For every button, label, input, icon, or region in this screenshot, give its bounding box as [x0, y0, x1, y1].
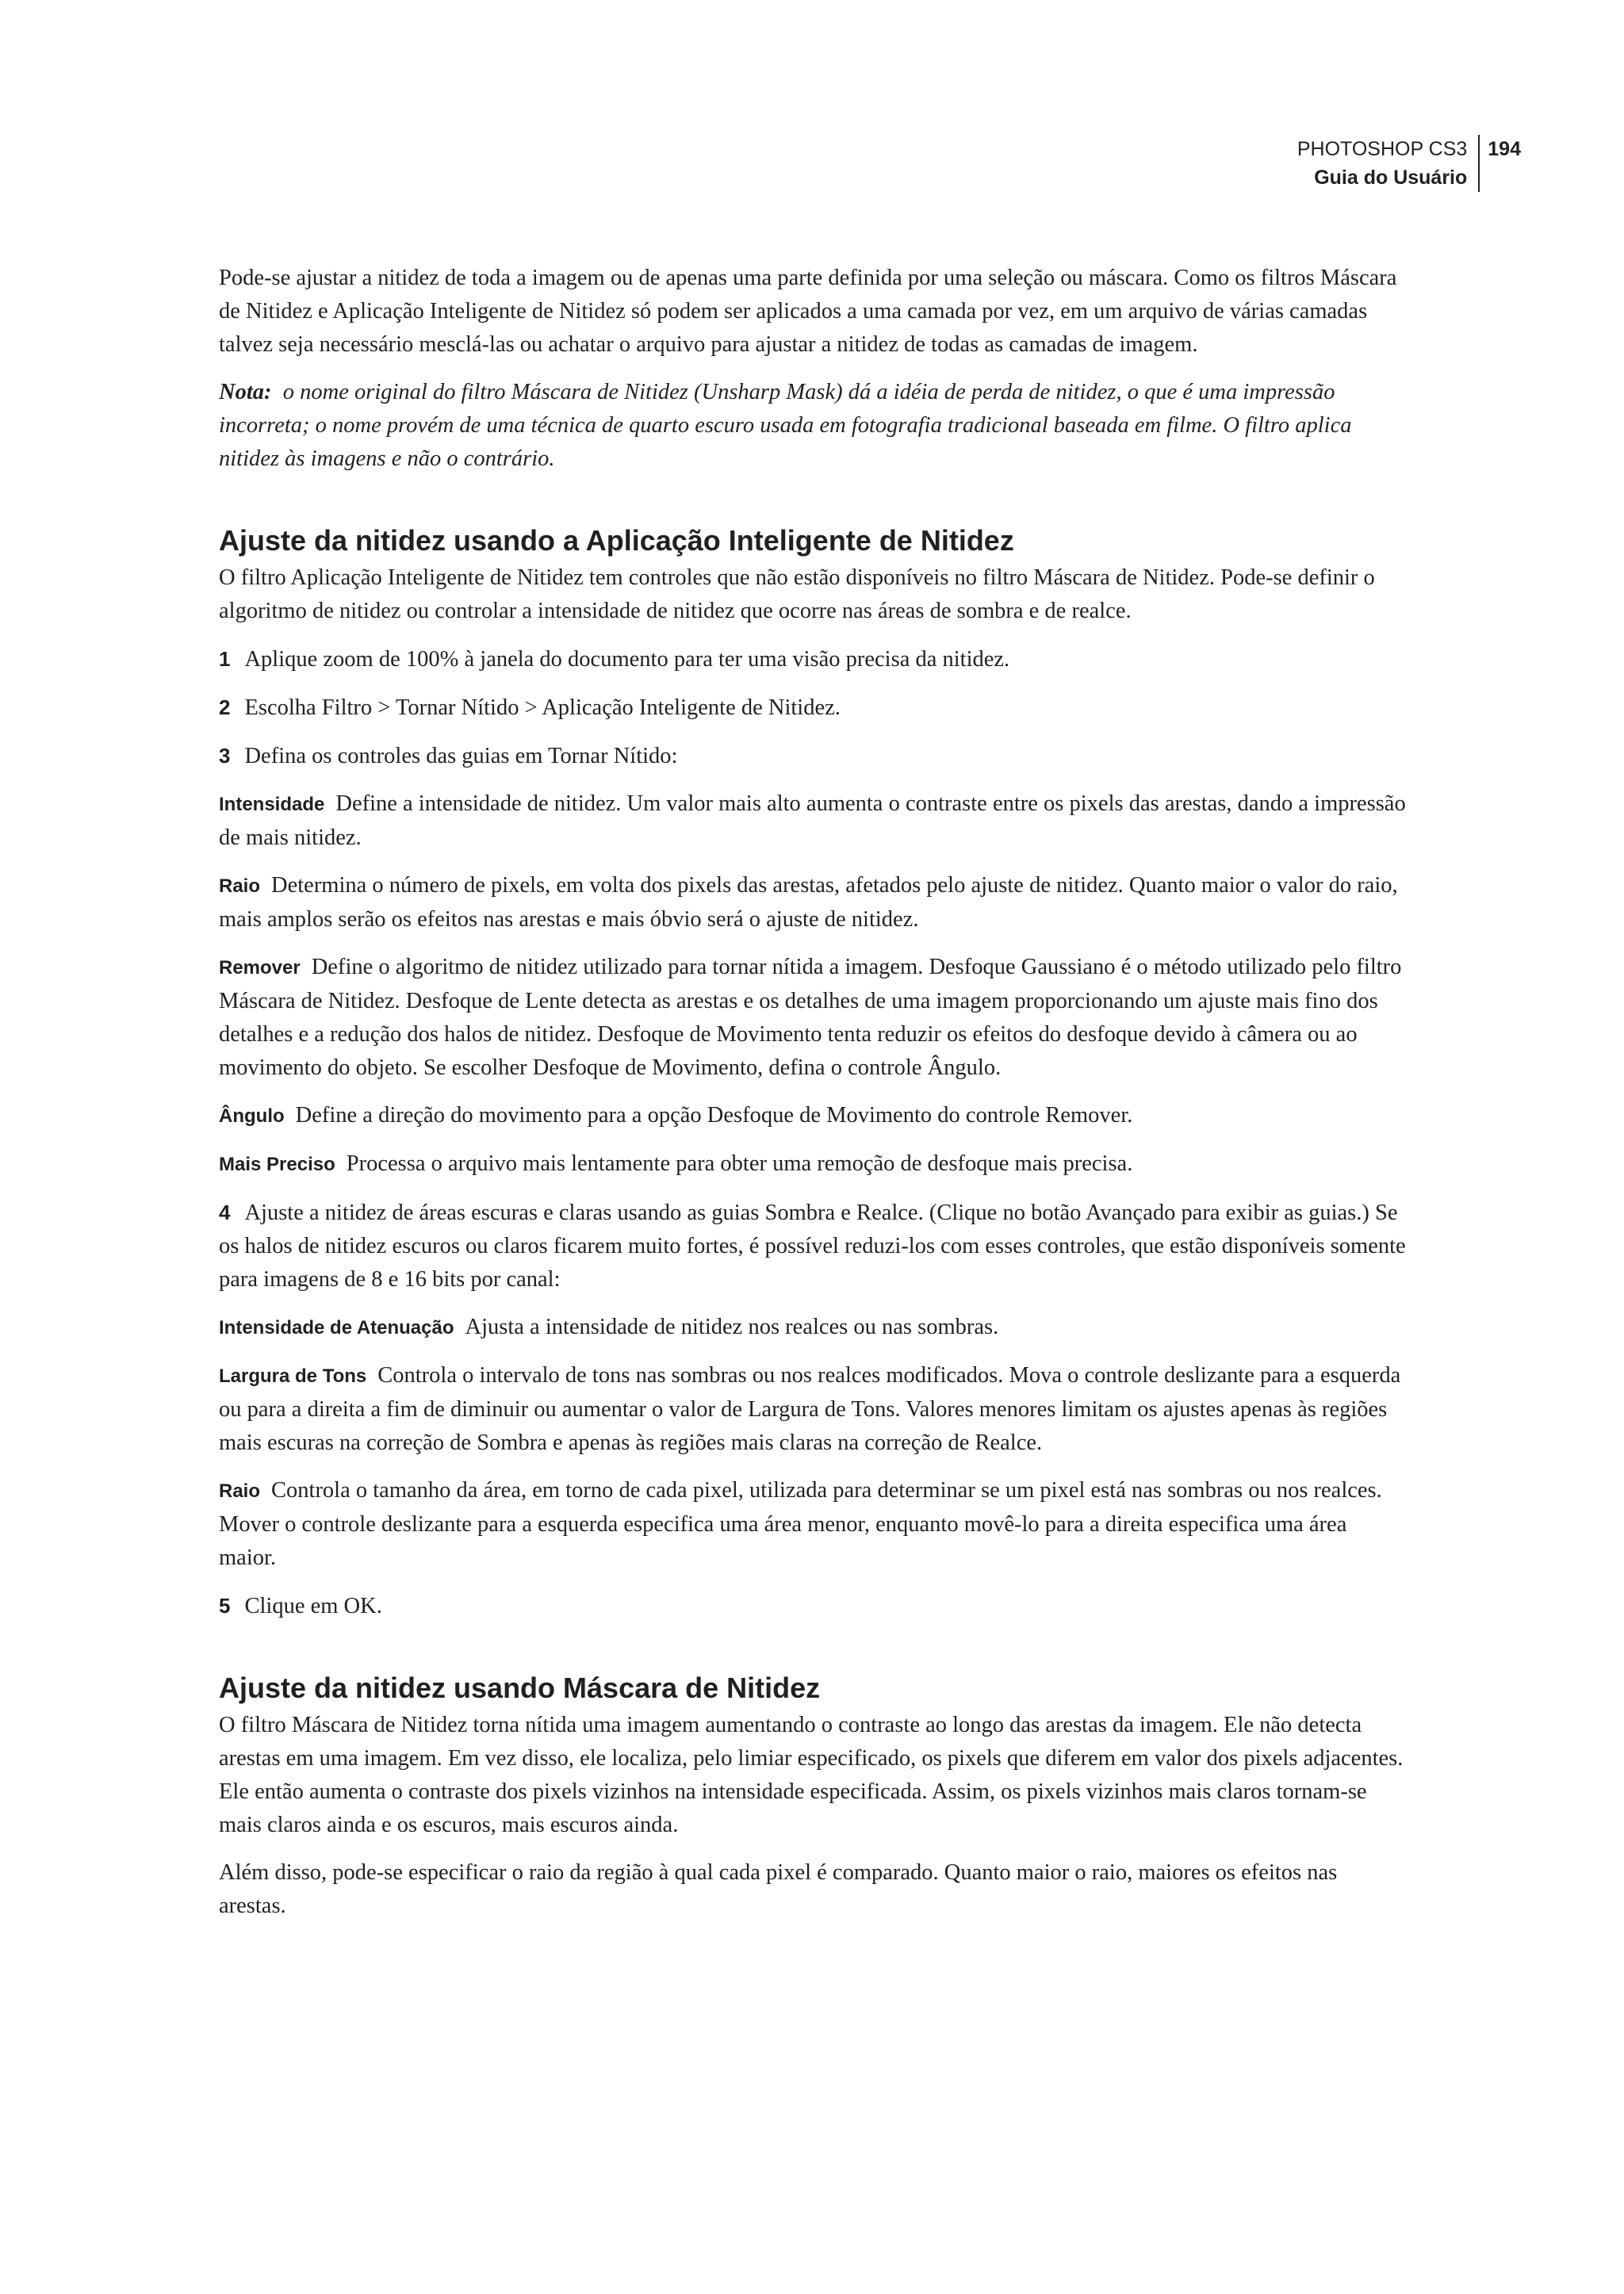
step-text: Clique em OK.	[244, 1594, 382, 1618]
definition-text: Controla o tamanho da área, em torno de cada pixel, utilizada para determinar se um pixel está nas sombras ou nos realces. Mover o controle deslizante para a esquerda especifica uma área menor, enquanto movê-lo para a direita especifica uma área maior.	[219, 1478, 1382, 1570]
definition-largura-tons	[219, 1359, 1408, 1460]
intro-paragraph: Pode-se ajustar a nitidez de toda a imagem ou de apenas uma parte definida por uma seleção ou máscara. Como os filtros Máscara de Nitidez e Aplicação Inteligente de Nitidez só podem ser aplicados a uma camada por vez, em um arquivo de várias camadas talvez seja necessário mesclá-las ou achatar o arquivo para ajustar a nitidez de todas as camadas de imagem.	[219, 266, 1397, 357]
section-heading-smart-sharpen: Ajuste da nitidez usando a Aplicação Inteligente de Nitidez	[219, 524, 1014, 557]
note-paragraph	[219, 376, 1408, 476]
page-number: 194	[1488, 138, 1521, 160]
step-number: 4	[219, 1201, 231, 1224]
definition-term: Intensidade de Atenuação	[219, 1317, 454, 1338]
definition-intensidade	[219, 787, 1408, 855]
product-name: PHOTOSHOP CS3	[1297, 138, 1468, 160]
definition-text: Determina o número de pixels, em volta dos pixels das arestas, afetados pelo ajuste de nitidez. Quanto maior o valor do raio, mais amplos serão os efeitos nas arestas e mais óbvio será o ajuste de nitidez.	[219, 873, 1398, 932]
definition-term: Remover	[219, 957, 301, 978]
step-4	[219, 1196, 1408, 1296]
definition-term: Mais Preciso	[219, 1154, 335, 1175]
definition-text: Ajusta a intensidade de nitidez nos realces ou nas sombras.	[465, 1315, 999, 1339]
step-2	[219, 691, 1408, 725]
section-paragraph-1: O filtro Máscara de Nitidez torna nítida uma imagem aumentando o contraste ao longo das arestas da imagem. Ele não detecta arestas em uma imagem. Em vez disso, ele localiza, pelo limiar especificado, os pixels que diferem em valor dos pixels adjacentes. Ele então aumenta o contraste dos pixels vizinhos na intensidade especificada. Assim, os pixels vizinhos mais claros tornam-se mais claros ainda e os escuros, mais escuros ainda.	[219, 1713, 1404, 1837]
definition-raio	[219, 869, 1408, 936]
step-3	[219, 739, 1408, 773]
definition-text: Define a direção do movimento para a opção Desfoque de Movimento do controle Remover.	[295, 1103, 1133, 1128]
definition-text: Define a intensidade de nitidez. Um valor mais alto aumenta o contraste entre os pixels das arestas, dando a impressão de mais nitidez.	[219, 791, 1406, 850]
definition-intensidade-atenuacao	[219, 1311, 1408, 1345]
guide-title: Guia do Usuário	[1314, 167, 1468, 189]
step-number: 2	[219, 695, 231, 719]
step-text: Ajuste a nitidez de áreas escuras e claras usando as guias Sombra e Realce. (Clique no botão Avançado para exibir as guias.) Se os halos de nitidez escuros ou claros ficarem muito fortes, é possível reduzi-los com esses controles, que estão disponíveis somente para imagens de 8 e 16 bits por canal:	[219, 1201, 1406, 1292]
definition-term: Raio	[219, 875, 261, 897]
definition-raio-2	[219, 1474, 1408, 1575]
step-1	[219, 642, 1408, 676]
running-header	[1297, 135, 1521, 192]
definition-remover	[219, 951, 1408, 1085]
note-label: Nota:	[219, 380, 272, 404]
definition-term: Intensidade	[219, 794, 325, 815]
header-titles	[1297, 135, 1478, 192]
step-text: Escolha Filtro > Tornar Nítido > Aplicação Inteligente de Nitidez.	[244, 695, 841, 720]
definition-term: Raio	[219, 1480, 261, 1502]
step-text: Defina os controles das guias em Tornar Nítido:	[244, 744, 678, 768]
step-number: 1	[219, 647, 231, 671]
definition-term: Ângulo	[219, 1105, 285, 1127]
definition-text: Controla o intervalo de tons nas sombras ou nos realces modificados. Mova o controle deslizante para a esquerda ou para a direita a fim de diminuir ou aumentar o valor de Largura de Tons. Valores menores limitam os ajustes apenas às regiões mais escuras na correção de Sombra e apenas às regiões mais claras na correção de Realce.	[219, 1363, 1401, 1455]
step-5	[219, 1589, 1408, 1623]
section-intro-smart-sharpen: O filtro Aplicação Inteligente de Nitidez tem controles que não estão disponíveis no filtro Máscara de Nitidez. Pode-se definir o algoritmo de nitidez ou controlar a intensidade de nitidez que ocorre nas áreas de sombra e de realce.	[219, 565, 1375, 623]
section-heading-unsharp-mask: Ajuste da nitidez usando Máscara de Nitidez	[219, 1672, 821, 1704]
definition-angulo	[219, 1099, 1408, 1133]
step-number: 5	[219, 1594, 231, 1618]
definition-text: Processa o arquivo mais lentamente para obter uma remoção de desfoque mais precisa.	[346, 1151, 1133, 1176]
definition-mais-preciso	[219, 1147, 1408, 1181]
page-body	[219, 262, 1408, 1937]
definition-term: Largura de Tons	[219, 1365, 367, 1387]
note-text: o nome original do filtro Máscara de Nitidez (Unsharp Mask) dá a idéia de perda de nitidez, o que é uma impressão incorreta; o nome provém de uma técnica de quarto escuro usada em fotografia tradicional baseada em filme. O filtro aplica nitidez às imagens e não o contrário.	[219, 380, 1352, 471]
section-paragraph-2: Além disso, pode-se especificar o raio da região à qual cada pixel é comparado. Quanto maior o raio, maiores os efeitos nas arestas.	[219, 1860, 1338, 1918]
step-text: Aplique zoom de 100% à janela do documento para ter uma visão precisa da nitidez.	[244, 647, 1010, 672]
definition-text: Define o algoritmo de nitidez utilizado para tornar nítida a imagem. Desfoque Gaussiano é o método utilizado pelo filtro Máscara de Nitidez. Desfoque de Lente detecta as arestas e os detalhes de uma imagem proporcionando um ajuste mais fino dos detalhes e a redução dos halos de nitidez. Desfoque de Movimento tenta reduzir os efeitos do desfoque devido à câmera ou ao movimento do objeto. Se escolher Desfoque de Movimento, defina o controle Ângulo.	[219, 955, 1402, 1080]
step-number: 3	[219, 744, 231, 768]
